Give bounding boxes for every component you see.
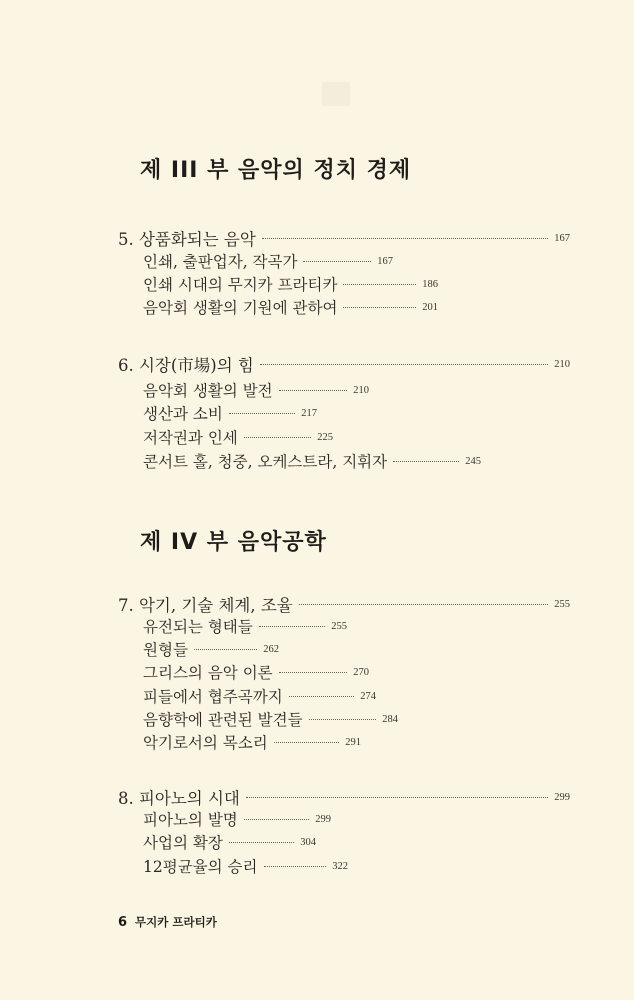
toc-section-row[interactable] [143, 296, 438, 318]
chapter-title: 8. 피아노의 시대 [118, 789, 240, 808]
bleed-through-mark [322, 82, 350, 106]
section-title: 인쇄, 출판업자, 작곡가 [143, 253, 298, 271]
section-title: 피들에서 협주곡까지 [143, 688, 283, 706]
section-title: 저작권과 인세 [143, 429, 238, 447]
page-number: 217 [301, 407, 317, 419]
dot-leader [244, 819, 309, 820]
part-title: 제 IV 부 음악공학 [140, 530, 327, 555]
page-number: 225 [317, 431, 333, 443]
toc-chapter-row[interactable] [118, 352, 570, 376]
dot-leader [274, 742, 340, 743]
toc-section-row[interactable] [143, 685, 376, 707]
dot-leader [246, 797, 548, 798]
page-number: 322 [332, 860, 348, 872]
dot-leader [393, 461, 459, 462]
page-number: 270 [353, 666, 369, 678]
page-number: 167 [554, 232, 570, 244]
page-number: 201 [422, 301, 438, 313]
toc-section-row[interactable] [143, 379, 369, 401]
page-number: 210 [554, 358, 570, 370]
section-title: 음향학에 관련된 발견들 [143, 711, 303, 729]
page-number: 274 [360, 690, 376, 702]
dot-leader [343, 284, 416, 285]
dot-leader [289, 696, 355, 697]
toc-section-row[interactable] [143, 831, 316, 853]
section-title: 원형들 [143, 641, 188, 659]
page-number: 255 [554, 598, 570, 610]
toc-section-row[interactable] [143, 273, 438, 295]
dot-leader [303, 261, 371, 262]
dot-leader [343, 307, 416, 308]
toc-section-row[interactable] [143, 708, 398, 730]
toc-section-row[interactable] [143, 426, 333, 448]
section-title: 12평균율의 승리 [143, 858, 258, 876]
dot-leader [259, 626, 326, 627]
toc-section-row[interactable] [143, 731, 361, 753]
section-title: 악기로서의 목소리 [143, 734, 268, 752]
dot-leader [244, 437, 311, 438]
toc-section-row[interactable] [143, 808, 331, 830]
page-number: 299 [315, 813, 331, 825]
dot-leader [229, 413, 295, 414]
toc-chapter-row[interactable] [118, 785, 570, 809]
dot-leader [264, 866, 327, 867]
chapter-title: 5. 상품화되는 음악 [118, 230, 256, 249]
toc-section-row[interactable] [143, 615, 347, 637]
dot-leader [260, 364, 548, 365]
dot-leader [279, 390, 348, 391]
toc-section-row[interactable] [143, 250, 393, 272]
dot-leader [279, 672, 348, 673]
part-title: 제 III 부 음악의 정치 경제 [140, 158, 412, 183]
section-title: 콘서트 홀, 청중, 오케스트라, 지휘자 [143, 453, 388, 471]
chapter-title: 7. 악기, 기술 체계, 조율 [118, 596, 293, 615]
dot-leader [309, 719, 377, 720]
page-number: 262 [263, 643, 279, 655]
toc-section-row[interactable] [143, 855, 348, 877]
dot-leader [194, 649, 257, 650]
section-title: 인쇄 시대의 무지카 프라티카 [143, 276, 338, 294]
page-number: 284 [382, 713, 398, 725]
running-footer [118, 914, 217, 930]
dot-leader [262, 238, 548, 239]
section-title: 음악회 생활의 기원에 관하여 [143, 299, 338, 317]
chapter-title: 6. 시장(市場)의 힘 [118, 356, 254, 375]
toc-section-row[interactable] [143, 661, 369, 683]
page-number: 299 [554, 791, 570, 803]
toc-section-row[interactable] [143, 450, 481, 472]
section-title: 유전되는 형태들 [143, 618, 253, 636]
page-number: 167 [377, 255, 393, 267]
page-number: 210 [353, 384, 369, 396]
page-number: 304 [300, 836, 316, 848]
toc-section-row[interactable] [143, 638, 279, 660]
page-number: 245 [465, 455, 481, 467]
page-number: 255 [331, 620, 347, 632]
dot-leader [299, 604, 549, 605]
section-title: 음악회 생활의 발전 [143, 382, 273, 400]
toc-section-row[interactable] [143, 402, 317, 424]
section-title: 피아노의 발명 [143, 811, 238, 829]
section-title: 생산과 소비 [143, 405, 223, 423]
dot-leader [229, 842, 294, 843]
page-number: 186 [422, 278, 438, 290]
running-book-title: 무지카 프라티카 [135, 915, 217, 929]
folio-number: 6 [118, 915, 128, 930]
page-number: 291 [345, 736, 361, 748]
toc-chapter-row[interactable] [118, 226, 570, 250]
section-title: 사업의 확장 [143, 834, 223, 852]
section-title: 그리스의 음악 이론 [143, 664, 273, 682]
toc-chapter-row[interactable] [118, 592, 570, 616]
